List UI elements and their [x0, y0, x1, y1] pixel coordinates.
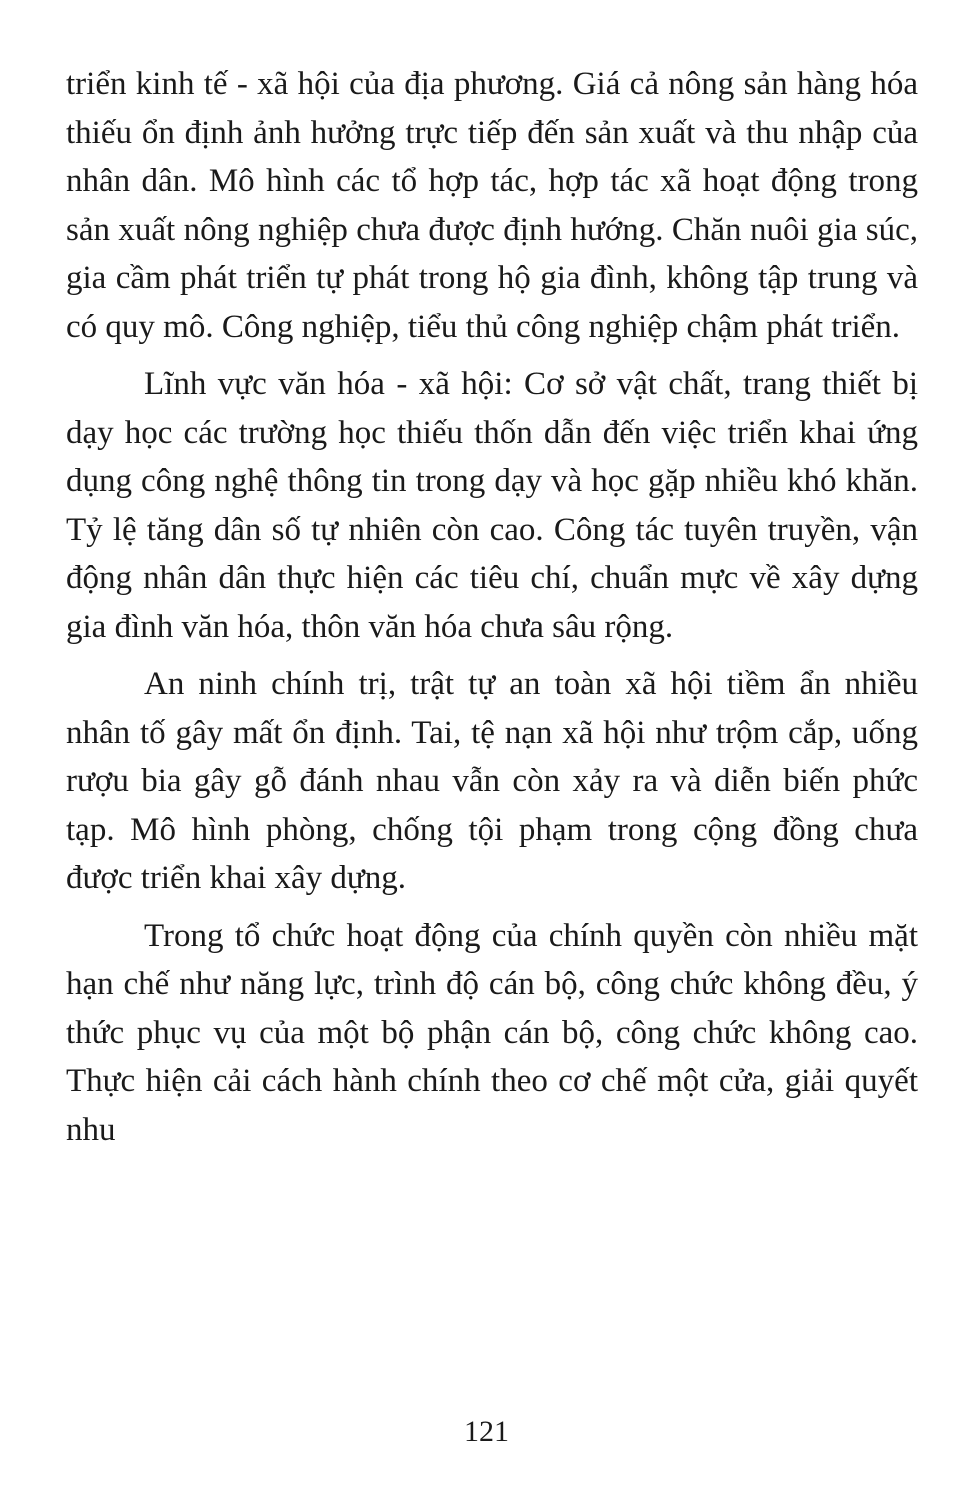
page-number: 121 [464, 1415, 509, 1448]
paragraph-culture-society: Lĩnh vực văn hóa - xã hội: Cơ sở vật chất, trang thiết bị dạy học các trường học thiếu thốn dẫn đến việc triển khai ứng dụng công nghệ thông tin trong dạy và học gặp nhiều khó khăn. Tỷ lệ tăng dân số tự nhiên còn cao. Công tác tuyên truyền, vận động nhân dân thực hiện các tiêu chí, chuẩn mực về xây dựng gia đình văn hóa, thôn văn hóa chưa sâu rộng. [66, 366, 918, 645]
paragraph-economy-continued: triển kinh tế - xã hội của địa phương. Giá cả nông sản hàng hóa thiếu ổn định ảnh hưởng trực tiếp đến sản xuất và thu nhập của nhân dân. Mô hình các tổ hợp tác, hợp tác xã hoạt động trong sản xuất nông nghiệp chưa được định hướng. Chăn nuôi gia súc, gia cầm phát triển tự phát trong hộ gia đình, không tập trung và có quy mô. Công nghiệp, tiểu thủ công nghiệp chậm phát triển. [66, 66, 918, 345]
paragraph-security-order: An ninh chính trị, trật tự an toàn xã hội tiềm ẩn nhiều nhân tố gây mất ổn định. Tai, tệ nạn xã hội như trộm cắp, uống rượu bia gây gỗ đánh nhau vẫn còn xảy ra và diễn biến phức tạp. Mô hình phòng, chống tội phạm trong cộng đồng chưa được triển khai xây dựng. [66, 666, 918, 896]
body-text [66, 60, 918, 1154]
paragraph-government: Trong tổ chức hoạt động của chính quyền còn nhiều mặt hạn chế như năng lực, trình độ cán bộ, công chức không đều, ý thức phục vụ của một bộ phận cán bộ, công chức không cao. Thực hiện cải cách hành chính theo cơ chế một cửa, giải quyết nhu [66, 917, 918, 1148]
